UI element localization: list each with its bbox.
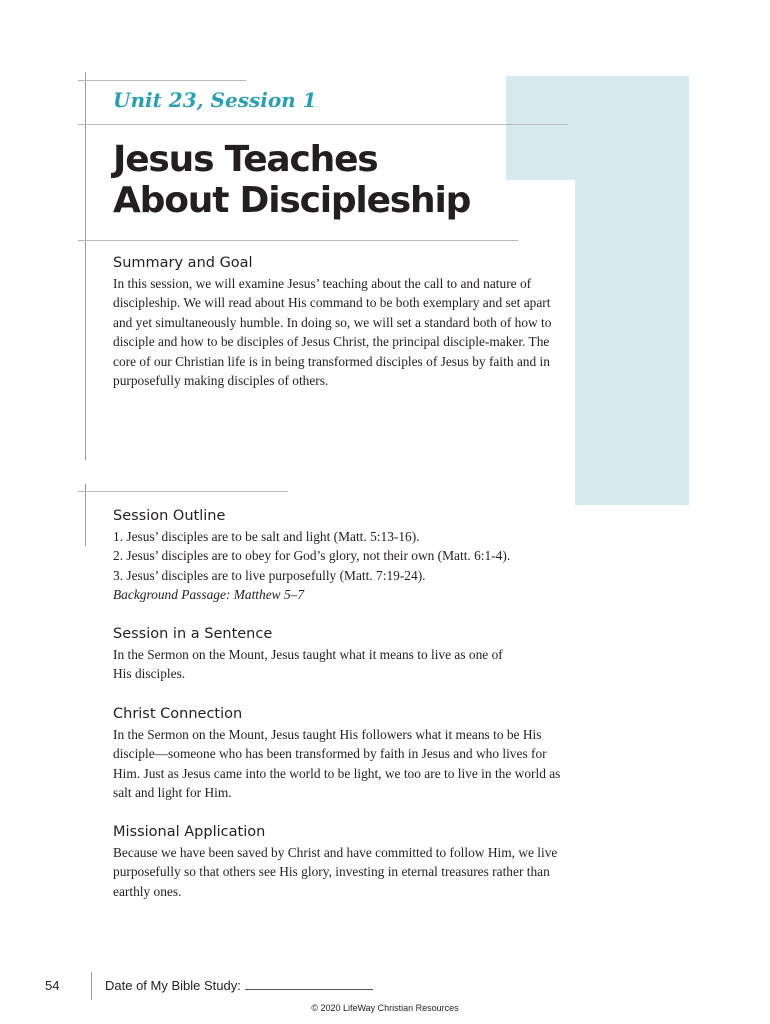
- title-line: Jesus Teaches: [113, 139, 378, 180]
- sentence-text: [113, 645, 503, 684]
- study-date-label: Date of My Bible Study:: [105, 978, 241, 993]
- study-date-line: [105, 978, 373, 993]
- christ-connection-line: salt and light for Him.: [113, 785, 232, 801]
- sentence-heading: Session in a Sentence: [113, 626, 273, 642]
- christ-connection-section: [113, 706, 560, 803]
- missional-heading: Missional Application: [113, 824, 266, 840]
- rule-under-title: [78, 240, 518, 241]
- study-date-blank[interactable]: [245, 978, 373, 990]
- outline-section: [113, 508, 510, 605]
- outline-list: [113, 527, 510, 605]
- rule-top: [78, 80, 246, 81]
- sentence-section: [113, 626, 503, 684]
- missional-section: [113, 824, 557, 901]
- missional-line: Because we have been saved by Christ and have committed to follow Him, we live: [113, 845, 558, 860]
- christ-connection-line: Him. Just as Jesus came into the world to be light, we too are to live in the world as: [113, 765, 561, 781]
- summary-line: and yet simultaneously humble. In doing so, we will set a standard both of how to: [113, 314, 552, 330]
- outline-item: 2. Jesus’ disciples are to obey for God’s glory, not their own (Matt. 6:1-4).: [113, 548, 511, 564]
- unit-session-label: Unit 23, Session 1: [113, 88, 317, 112]
- copyright-notice: © 2020 LifeWay Christian Resources: [311, 1003, 459, 1013]
- footer-divider: [91, 972, 92, 1000]
- outline-heading: Session Outline: [113, 508, 226, 524]
- page-title: [113, 139, 553, 221]
- summary-line: core of our Christian life is in being transformed disciples of Jesus by faith and in: [113, 353, 550, 369]
- summary-text: [113, 274, 551, 390]
- summary-line: purposefully making disciples of others.: [113, 373, 329, 389]
- decorative-panel-side: [575, 180, 689, 505]
- sentence-line: In the Sermon on the Mount, Jesus taught what it means to live as one of: [113, 647, 503, 662]
- summary-heading: Summary and Goal: [113, 255, 253, 271]
- christ-connection-text: [113, 725, 560, 803]
- outline-item: 1. Jesus’ disciples are to be salt and light (Matt. 5:13-16).: [113, 529, 420, 544]
- crop-line-left-bottom: [85, 484, 86, 546]
- summary-line: discipleship. We will read about His command to be both exemplary and set apart: [113, 295, 551, 311]
- summary-line: disciple and how to be disciples of Jesus Christ, the principal disciple-maker. The: [113, 334, 550, 350]
- christ-connection-heading: Christ Connection: [113, 706, 243, 722]
- page-number: 54: [45, 978, 60, 993]
- missional-text: [113, 843, 557, 901]
- christ-connection-line: disciple—someone who has been transformed by faith in Jesus and who lives for: [113, 746, 547, 762]
- summary-section: [113, 255, 551, 390]
- rule-under-unit: [78, 124, 568, 125]
- crop-line-left-top: [85, 72, 86, 460]
- summary-line: In this session, we will examine Jesus’ teaching about the call to and nature of: [113, 276, 532, 291]
- title-line: About Discipleship: [113, 180, 471, 221]
- christ-connection-line: In the Sermon on the Mount, Jesus taught His followers what it means to be His: [113, 727, 542, 742]
- sentence-line: His disciples.: [113, 666, 186, 682]
- missional-line: earthly ones.: [113, 883, 182, 899]
- outline-item: 3. Jesus’ disciples are to live purposefully (Matt. 7:19-24).: [113, 567, 426, 583]
- rule-outline: [78, 491, 288, 492]
- background-passage: Background Passage: Matthew 5–7: [113, 587, 305, 603]
- missional-line: purposefully so that others see His glory, investing in eternal treasures rather than: [113, 864, 550, 880]
